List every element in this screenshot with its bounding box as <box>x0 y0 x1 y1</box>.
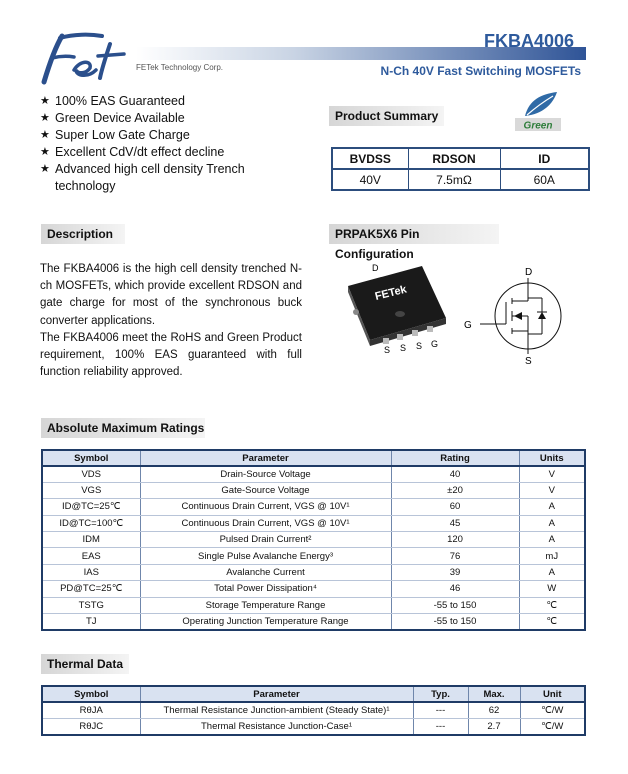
description-text <box>40 261 302 381</box>
table-cell: ±20 <box>391 482 519 498</box>
table-cell: Drain-Source Voltage <box>140 466 391 482</box>
column-header: Units <box>519 450 585 466</box>
table-cell: ℃/W <box>520 718 585 734</box>
table-cell: VGS <box>42 482 140 498</box>
table-row <box>42 499 585 515</box>
abs-max-table <box>41 449 586 631</box>
table-cell: Continuous Drain Current, VGS @ 10V¹ <box>140 515 391 531</box>
star-icon: ★ <box>40 129 50 141</box>
pin-configuration-diagram <box>330 256 592 366</box>
star-icon: ★ <box>40 163 50 175</box>
thermal-heading: Thermal Data <box>41 654 129 674</box>
column-header: Rating <box>391 450 519 466</box>
table-cell: 76 <box>391 548 519 564</box>
package-pin <box>397 334 403 340</box>
symbol-gate-label: G <box>464 320 472 331</box>
table-cell: VDS <box>42 466 140 482</box>
table-cell: V <box>519 482 585 498</box>
table-cell: Single Pulse Avalanche Energy³ <box>140 548 391 564</box>
table-cell: 120 <box>391 532 519 548</box>
table-cell: -55 to 150 <box>391 597 519 613</box>
table-cell: mJ <box>519 548 585 564</box>
column-header: Parameter <box>140 686 413 702</box>
star-icon: ★ <box>40 95 50 107</box>
table-cell: RθJA <box>42 702 140 718</box>
column-header: Symbol <box>42 450 140 466</box>
product-summary-table <box>331 147 590 191</box>
package-pin-label: S <box>384 345 391 355</box>
table-cell: TSTG <box>42 597 140 613</box>
table-row <box>42 482 585 498</box>
table-row <box>42 548 585 564</box>
table-row <box>42 581 585 597</box>
table-cell: ℃ <box>519 597 585 613</box>
green-label: Green <box>523 120 553 132</box>
table-cell: --- <box>413 718 468 734</box>
table-cell: A <box>519 515 585 531</box>
abs-max-heading: Absolute Maximum Ratings <box>41 418 205 438</box>
table-row <box>42 532 585 548</box>
description-paragraph: The FKBA4006 meet the RoHS and Green Product requirement, 100% EAS guaranteed with full function reliability approved. <box>40 331 302 379</box>
package-pin-label: G <box>431 339 439 349</box>
table-cell: Avalanche Current <box>140 564 391 580</box>
feature-item: ★ Advanced high cell density Trench technology <box>40 162 245 193</box>
feature-list <box>40 93 290 195</box>
symbol-drain-label: D <box>525 267 533 278</box>
table-cell: 39 <box>391 564 519 580</box>
table-cell: Continuous Drain Current, VGS @ 10V¹ <box>140 499 391 515</box>
table-row <box>42 564 585 580</box>
column-header: Max. <box>468 686 520 702</box>
green-leaf-icon <box>513 90 565 132</box>
table-cell: A <box>519 499 585 515</box>
table-cell: ℃/W <box>520 702 585 718</box>
table-cell: Storage Temperature Range <box>140 597 391 613</box>
table-cell: --- <box>413 702 468 718</box>
pin1-dot <box>353 309 359 315</box>
symbol-source-label: S <box>525 356 532 366</box>
package-drain-label: D <box>372 263 379 273</box>
table-cell: RθJC <box>42 718 140 734</box>
table-row <box>42 515 585 531</box>
table-cell: -55 to 150 <box>391 614 519 630</box>
table-cell: ID@TC=100℃ <box>42 515 140 531</box>
table-row <box>42 597 585 613</box>
description-heading: Description <box>41 224 125 244</box>
table-cell: Thermal Resistance Junction-Case¹ <box>140 718 413 734</box>
table-cell: 62 <box>468 702 520 718</box>
part-number: FKBA4006 <box>483 31 574 51</box>
table-cell: EAS <box>42 548 140 564</box>
table-row <box>42 718 585 734</box>
package-pin <box>383 338 389 344</box>
summary-header: ID <box>500 148 589 169</box>
table-cell: TJ <box>42 614 140 630</box>
table-cell: 2.7 <box>468 718 520 734</box>
table-cell: PD@TC=25℃ <box>42 581 140 597</box>
feature-item: ★ 100% EAS Guaranteed <box>40 94 185 108</box>
table-cell: A <box>519 532 585 548</box>
table-cell: Pulsed Drain Current² <box>140 532 391 548</box>
thermal-table <box>41 685 586 736</box>
star-icon: ★ <box>40 146 50 158</box>
table-cell: 45 <box>391 515 519 531</box>
table-cell: V <box>519 466 585 482</box>
table-cell: Total Power Dissipation⁴ <box>140 581 391 597</box>
fetek-logo <box>40 30 140 86</box>
summary-value: 7.5mΩ <box>408 169 500 190</box>
product-subtitle: N-Ch 40V Fast Switching MOSFETs <box>380 64 581 78</box>
column-header: Parameter <box>140 450 391 466</box>
column-header: Typ. <box>413 686 468 702</box>
package-pin-label: S <box>400 343 407 353</box>
table-cell: Thermal Resistance Junction-ambient (Steady State)¹ <box>140 702 413 718</box>
summary-header: BVDSS <box>332 148 408 169</box>
pin-config-heading: PRPAK5X6 Pin Configuration <box>329 224 499 244</box>
package-pin-label: S <box>416 341 423 351</box>
package-pin <box>412 330 418 336</box>
table-cell: Gate-Source Voltage <box>140 482 391 498</box>
summary-header: RDSON <box>408 148 500 169</box>
company-name: FETek Technology Corp. <box>136 63 224 72</box>
feature-item: ★ Green Device Available <box>40 111 185 125</box>
table-cell: 40 <box>391 466 519 482</box>
package-pin <box>427 326 433 332</box>
table-cell: IDM <box>42 532 140 548</box>
table-row <box>42 614 585 630</box>
feature-item: ★ Super Low Gate Charge <box>40 128 190 142</box>
column-header: Unit <box>520 686 585 702</box>
feature-item: ★ Excellent CdV/dt effect decline <box>40 145 225 159</box>
table-cell: Operating Junction Temperature Range <box>140 614 391 630</box>
table-cell: A <box>519 564 585 580</box>
summary-value: 60A <box>500 169 589 190</box>
product-summary-heading: Product Summary <box>329 106 444 126</box>
table-cell: 60 <box>391 499 519 515</box>
table-cell: W <box>519 581 585 597</box>
package-label: FETek <box>373 283 408 303</box>
table-row <box>42 466 585 482</box>
table-cell: 46 <box>391 581 519 597</box>
table-row <box>42 702 585 718</box>
table-cell: IAS <box>42 564 140 580</box>
star-icon: ★ <box>40 112 50 124</box>
column-header: Symbol <box>42 686 140 702</box>
description-paragraph: The FKBA4006 is the high cell density trenched N-ch MOSFETs, which provide excellent RDSON and gate charge for most of the synchronous buck converter applications. <box>40 263 302 327</box>
table-cell: ID@TC=25℃ <box>42 499 140 515</box>
table-cell: ℃ <box>519 614 585 630</box>
summary-value: 40V <box>332 169 408 190</box>
